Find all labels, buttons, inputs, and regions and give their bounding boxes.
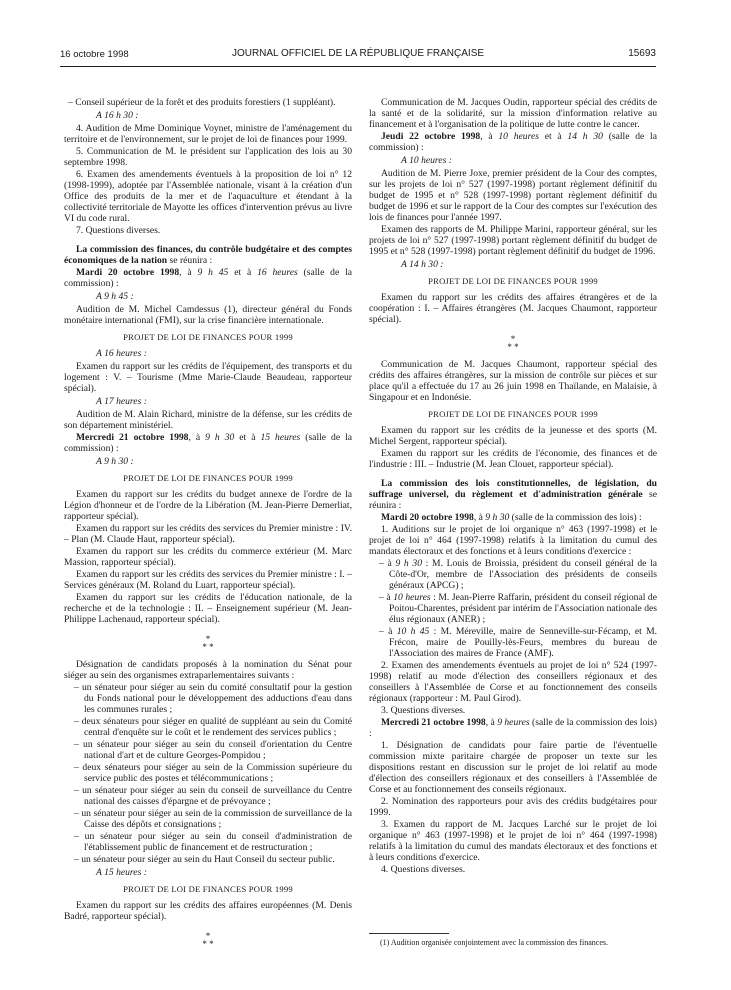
header-rule (60, 66, 656, 67)
list-item: – un sénateur pour siéger au sein du conseil d'orientation du Centre national d'art et de culture Georges-Pompidou ; (74, 739, 352, 761)
time-heading: A 16 heures : (96, 348, 147, 359)
paragraph: 5. Communication de M. le président sur l'application des lois au 30 septembre 1998. (64, 146, 352, 168)
footnote: (1) Audition organisée conjointement avec la commission des finances. (380, 938, 609, 947)
list-item: – un sénateur pour siéger au sein du conseil d'administration de l'établissement public de financement et de restructuration ; (74, 831, 352, 853)
list-item: – deux sénateurs pour siéger au sein de la Commission supérieure du service public des postes et télécommunications ; (74, 762, 352, 784)
time-heading: A 17 heures : (96, 396, 147, 407)
time-heading: A 15 heures : (96, 867, 147, 878)
paragraph: 4. Audition de Mme Dominique Voynet, ministre de l'aménagement du territoire et de l'environnement, sur le projet de loi de finances pour 1999. (64, 123, 352, 145)
paragraph: Examen du rapport sur les crédits des affaires étrangères et de la coopération : I. – Affaires étrangères (M. Jacques Chaumont, rapporteur spécial). (369, 292, 657, 325)
paragraph: Désignation de candidats proposés à la nomination du Sénat pour siéger au sein des organismes extraparlementaires suivants : (64, 659, 352, 681)
paragraph: Examen des rapports de M. Philippe Marini, rapporteur général, sur les projets de loi n° 527 (1997-1998) portant règlement définitif du budget de 1995 et n° 528 (1997-1998) portant règlement définitif du budget de 1996. (369, 224, 657, 257)
paragraph: Examen du rapport sur les crédits de l'équipement, des transports et du logement : V. – Tourisme (Mme Marie-Claude Beaudeau, rapporteur spécial). (64, 361, 352, 394)
time-heading: A 14 h 30 : (401, 259, 444, 270)
paragraph: Examen du rapport sur les crédits du commerce extérieur (M. Marc Massion, rapporteur spécial). (64, 546, 352, 568)
paragraph: Audition de M. Michel Camdessus (1), directeur général du Fonds monétaire international (FMI), sur la crise financière internationale. (64, 304, 352, 326)
section-title: PROJET DE LOI DE FINANCES POUR 1999 (123, 332, 293, 342)
list-item: – un sénateur pour siéger au sein du conseil de surveillance du Centre national des caisses d'épargne et de prévoyance ; (74, 785, 352, 807)
session-line: Mercredi 21 octobre 1998, à 9 h 30 et à 15 heures (salle de la commission) : (64, 432, 352, 454)
time-heading: A 9 h 30 : (96, 456, 134, 467)
list-item: – un sénateur pour siéger au sein du comité consultatif pour la gestion du Fonds national pour le développement des adductions d'eau dans les communes rurales ; (74, 682, 352, 715)
section-title: PROJET DE LOI DE FINANCES POUR 1999 (123, 884, 293, 894)
section-separator: * * * (202, 931, 214, 949)
time-heading: A 16 h 30 : (96, 110, 139, 121)
list-item: – à 10 heures : M. Jean-Pierre Raffarin, président du conseil régional de Poitou-Charentes, président par intérim de l'Association nationale des élus régionaux (ANER) ; (379, 592, 657, 625)
right-column (369, 97, 657, 937)
page-header (60, 47, 656, 63)
paragraph: Audition de M. Pierre Joxe, premier président de la Cour des comptes, sur les projets de loi n° 527 (1997-1998) portant règlement définitif du budget de 1995 et n° 528 (1997-1998) portant règlement définitif du budget de 1996 et sur le rapport de la Cour des comptes sur l'exécution des lois de finances pour l'année 1997. (369, 168, 657, 223)
list-item: – un sénateur pour siéger au sein de la commission de surveillance de la Caisse des dépôts et consignations ; (74, 808, 352, 830)
paragraph: Examen du rapport sur les crédits des services du Premier ministre : I. – Services généraux (M. Roland du Luart, rapporteur spécial). (64, 569, 352, 591)
session-line: Mardi 20 octobre 1998, à 9 h 30 (salle de la commission des lois) : (381, 512, 642, 523)
commission-heading: La commission des lois constitutionnelles, de législation, du suffrage universel, du règlement et d'administration générale se réunira : (369, 478, 657, 511)
paragraph: Examen du rapport sur les crédits de la jeunesse et des sports (M. Michel Sergent, rapporteur spécial). (369, 425, 657, 447)
section-title: PROJET DE LOI DE FINANCES POUR 1999 (123, 473, 293, 483)
left-column (64, 97, 352, 957)
list-item: – deux sénateurs pour siéger en qualité de suppléant au sein du Comité central d'enquête sur le coût et le rendement des services publics ; (74, 716, 352, 738)
paragraph: Examen du rapport sur les crédits des affaires européennes (M. Denis Badré, rapporteur spécial). (64, 900, 352, 922)
session-line: Jeudi 22 octobre 1998, à 10 heures et à 14 h 30 (salle de la commission) : (369, 131, 657, 153)
paragraph: 1. Désignation de candidats pour faire partie de l'éventuelle commission mixte paritaire chargée de proposer un texte sur les dispositions restant en discussion sur le projet de loi relatif au mode d'élection des conseillers régionaux et des conseillers à l'Assemblée de Corse et au fonctionnement des conseils régionaux. (369, 740, 657, 795)
section-separator: * * * (202, 634, 214, 652)
paragraph: 7. Questions diverses. (76, 225, 161, 236)
footnote-rule (369, 933, 449, 934)
paragraph: 1. Auditions sur le projet de loi organique n° 463 (1997-1998) et le projet de loi n° 464 (1997-1998) relatifs à la limitation du cumul des mandats électoraux et des fonctions et à leurs conditions d'exercice : (369, 524, 657, 557)
paragraph: 4. Questions diverses. (381, 864, 466, 875)
paragraph: – Conseil supérieur de la forêt et des produits forestiers (1 suppléant). (68, 97, 336, 108)
session-line: Mardi 20 octobre 1998, à 9 h 45 et à 16 heures (salle de la commission) : (64, 267, 352, 289)
list-item: – à 10 h 45 : M. Méreville, maire de Senneville-sur-Fécamp, et M. Frécon, maire de Pouilly-lès-Feurs, membres du bureau de l'Association des maires de France (AMF). (379, 626, 657, 659)
commission-heading: La commission des finances, du contrôle budgétaire et des comptes économiques de la nation se réunira : (64, 244, 352, 266)
paragraph: Communication de M. Jacques Oudin, rapporteur spécial des crédits de la santé et de la solidarité, sur la mission d'information relative au financement et à l'organisation de la politique de lutte contre le cancer. (369, 97, 657, 130)
paragraph: 3. Examen du rapport de M. Jacques Larché sur le projet de loi organique n° 463 (1997-1998) et le projet de loi n° 464 (1997-1998) relatifs à la limitation du cumul des mandats électoraux et des fonctions et à leurs conditions d'exercice. (369, 819, 657, 863)
paragraph: Examen du rapport sur les crédits des services du Premier ministre : IV. – Plan (M. Claude Haut, rapporteur spécial). (64, 523, 352, 545)
paragraph: Examen du rapport sur les crédits de l'économie, des finances et de l'industrie : III. – Industrie (M. Jean Clouet, rapporteur spécial). (369, 448, 657, 470)
section-title: PROJET DE LOI DE FINANCES POUR 1999 (428, 409, 598, 419)
paragraph: Examen du rapport sur les crédits du budget annexe de l'ordre de la Légion d'honneur et de l'ordre de la Libération (M. Jean-Pierre Demerliat, rapporteur spécial). (64, 489, 352, 522)
list-item: – un sénateur pour siéger au sein du Haut Conseil du secteur public. (74, 854, 335, 865)
paragraph: Audition de M. Alain Richard, ministre de la défense, sur les crédits de son département ministériel. (64, 409, 352, 431)
header-title: JOURNAL OFFICIEL DE LA RÉPUBLIQUE FRANÇAISE (231, 48, 485, 59)
paragraph: 2. Examen des amendements éventuels au projet de loi n° 524 (1997-1998) relatif au mode d'élection des conseillers régionaux et des conseillers à l'Assemblée de Corse et au fonctionnement des conseils régionaux (rapporteur : M. Paul Girod). (369, 660, 657, 704)
list-item: – à 9 h 30 : M. Louis de Broissia, président du conseil général de la Côte-d'Or, membre de l'Association des présidents de conseils généraux (APCG) ; (379, 558, 657, 591)
section-separator: * * * (507, 334, 519, 352)
paragraph: 2. Nomination des rapporteurs pour avis des crédits budgétaires pour 1999. (369, 796, 657, 818)
paragraph: 6. Examen des amendements éventuels à la proposition de loi n° 12 (1998-1999), adoptée par l'Assemblée nationale, visant à la création d'un Office des produits de la mer et de l'aquaculture et étendant à la collectivité territoriale de Mayotte les offices d'intervention prévus au livre VI du code rural. (64, 169, 352, 224)
time-heading: A 9 h 45 : (96, 291, 134, 302)
header-date: 16 octobre 1998 (60, 49, 129, 60)
section-title: PROJET DE LOI DE FINANCES POUR 1999 (428, 276, 598, 286)
paragraph: Communication de M. Jacques Chaumont, rapporteur spécial des crédits des affaires étrangères, sur la mission de contrôle sur pièces et sur place qu'il a effectuée du 17 au 26 juin 1998 en Thaïlande, en Malaisie, à Singapour et en Indonésie. (369, 359, 657, 403)
time-heading: A 10 heures : (401, 155, 452, 166)
paragraph: 3. Questions diverses. (381, 705, 466, 716)
session-line: Mercredi 21 octobre 1998, à 9 heures (salle de la commission des lois) : (369, 717, 657, 739)
header-page-number: 15693 (628, 48, 656, 59)
paragraph: Examen du rapport sur les crédits de l'éducation nationale, de la recherche et de la technologie : II. – Enseignement supérieur (M. Jean-Philippe Lachenaud, rapporteur spécial). (64, 592, 352, 625)
